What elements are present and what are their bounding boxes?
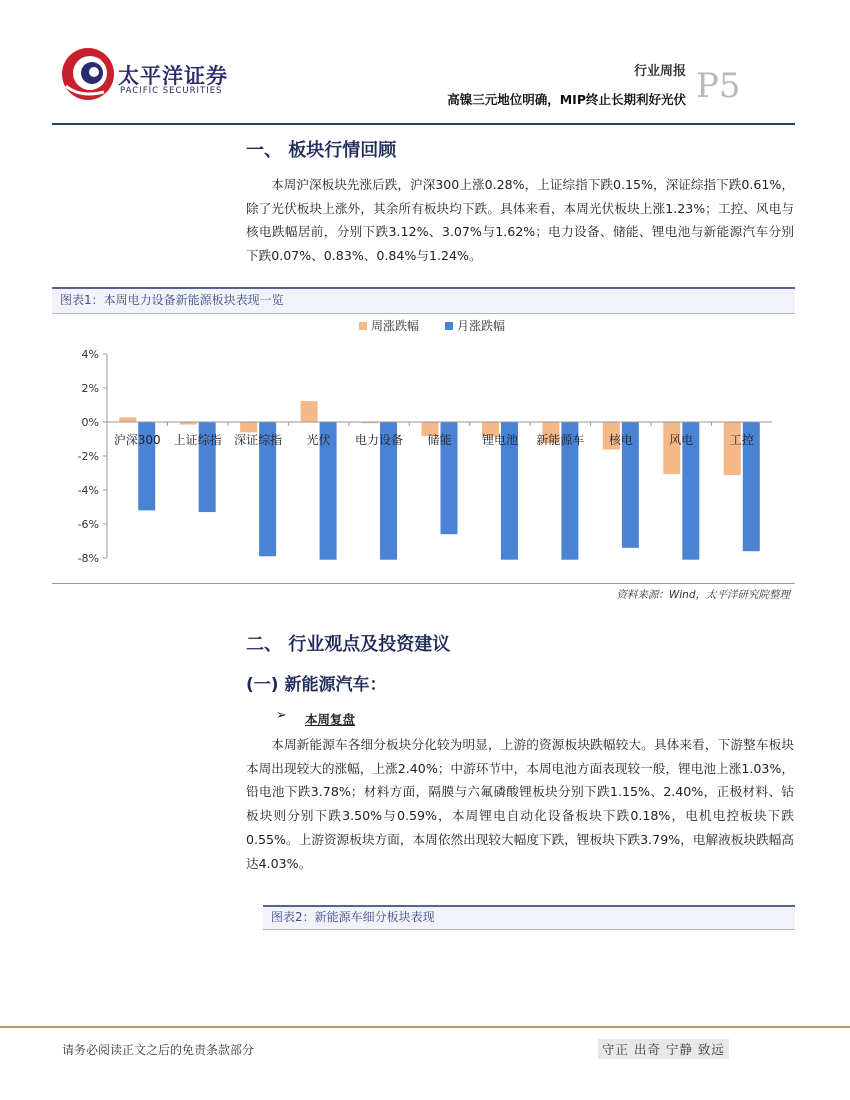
y-tick-label: -6% [77,518,99,531]
y-tick-label: -8% [77,552,99,565]
section1-heading: 一、 板块行情回顾 [246,140,397,161]
report-type: 行业周报 [633,64,686,79]
x-tick-label: 工控 [729,433,754,447]
figure1-source-divider [52,583,795,584]
footer-disclaimer: 请务必阅读正文之后的免责条款部分 [62,1043,255,1057]
legend-swatch-2 [445,322,453,330]
legend-label-2: 月涨跌幅 [457,319,506,333]
report-title: 高镍三元地位明确，MIP终止长期利好光伏 [447,92,686,107]
x-tick-label: 风电 [669,433,694,447]
section2-paragraph: 本周新能源车各细分板块分化较为明显，上游的资源板块跌幅较大。具体来看，下游整车板块本周出现较大的涨幅，上涨2.40%；中游环节中，本周电池方面表现较一般，锂电池上涨1.03%，铅电池下跌3.78%；材料方面，隔膜与六氟磷酸锂板块分别下跌1.15%、2.40%，正极材料、钴板块则分别下跌3.50%与0.59%，本周锂电自动化设备板块下跌0.18%，电机电控板块下跌0.55%。上游资源板块方面，本周依然出现较大幅度下跌，锂板块下跌3.79%，电解液板块跌幅高达4.03%。 [246,737,794,871]
footer-motto: 守正 出奇 宁静 致远 [598,1039,729,1059]
bar-weekly-1 [119,417,136,422]
x-tick-label: 电力设备 [355,433,404,447]
x-tick-label: 上证综指 [173,433,222,447]
x-tick-label: 沪深300 [113,433,161,447]
x-tick-label: 储能 [427,433,452,447]
footer-divider [0,1026,850,1028]
legend-swatch-1 [359,322,367,330]
company-name-cn: 太平洋证券 [118,64,228,88]
section2-heading: 二、 行业观点及投资建议 [246,634,451,655]
bar-weekly-4 [301,401,318,422]
y-tick-label: 4% [81,348,99,361]
company-logo-icon [60,46,116,102]
bar-weekly-10 [663,422,680,474]
chart-bars [119,401,760,560]
company-name-en: PACIFIC SECURITIES [120,86,223,96]
bullet-arrow-icon: ➢ [276,708,287,723]
y-tick-label: -2% [77,450,99,463]
y-tick-label: 0% [81,416,99,429]
figure2-title: 图表2：新能源车细分板块表现 [271,910,435,924]
section2-subheading: (一) 新能源汽车： [246,675,387,695]
x-tick-label: 光伏 [306,433,331,447]
bar-weekly-3 [240,422,257,432]
section1-paragraph: 本周沪深板块先涨后跌，沪深300上涨0.28%，上证综指下跌0.15%，深证综指下跌0.61%，除了光伏板块上涨外，其余所有板块均下跌。具体来看，本周光伏板块上涨1.23%；工控、风电与核电跌幅居前，分别下跌3.12%、3.07%与1.62%；电力设备、储能、锂电池与新能源汽车分别下跌0.07%、0.83%、0.84%与1.24%。 [246,177,794,264]
chart-y-axis [78,348,107,565]
bar-weekly-11 [724,422,741,475]
bullet-label: 本周复盘 [305,712,356,727]
header-divider [52,123,795,125]
figure1-source: 资料来源：Wind，太平洋研究院整理 [616,589,790,601]
figure1-title: 图表1：本周电力设备新能源板块表现一览 [60,293,284,307]
x-tick-label: 锂电池 [481,433,518,447]
legend-label-1: 周涨跌幅 [371,319,420,333]
y-tick-label: -4% [77,484,99,497]
figure1-chart [52,312,795,582]
y-tick-label: 2% [81,382,99,395]
x-tick-label: 深证综指 [234,433,283,447]
page-number: P5 [696,66,741,106]
x-tick-label: 核电 [608,433,633,447]
x-tick-label: 新能源车 [536,433,585,447]
chart-legend [359,318,505,333]
